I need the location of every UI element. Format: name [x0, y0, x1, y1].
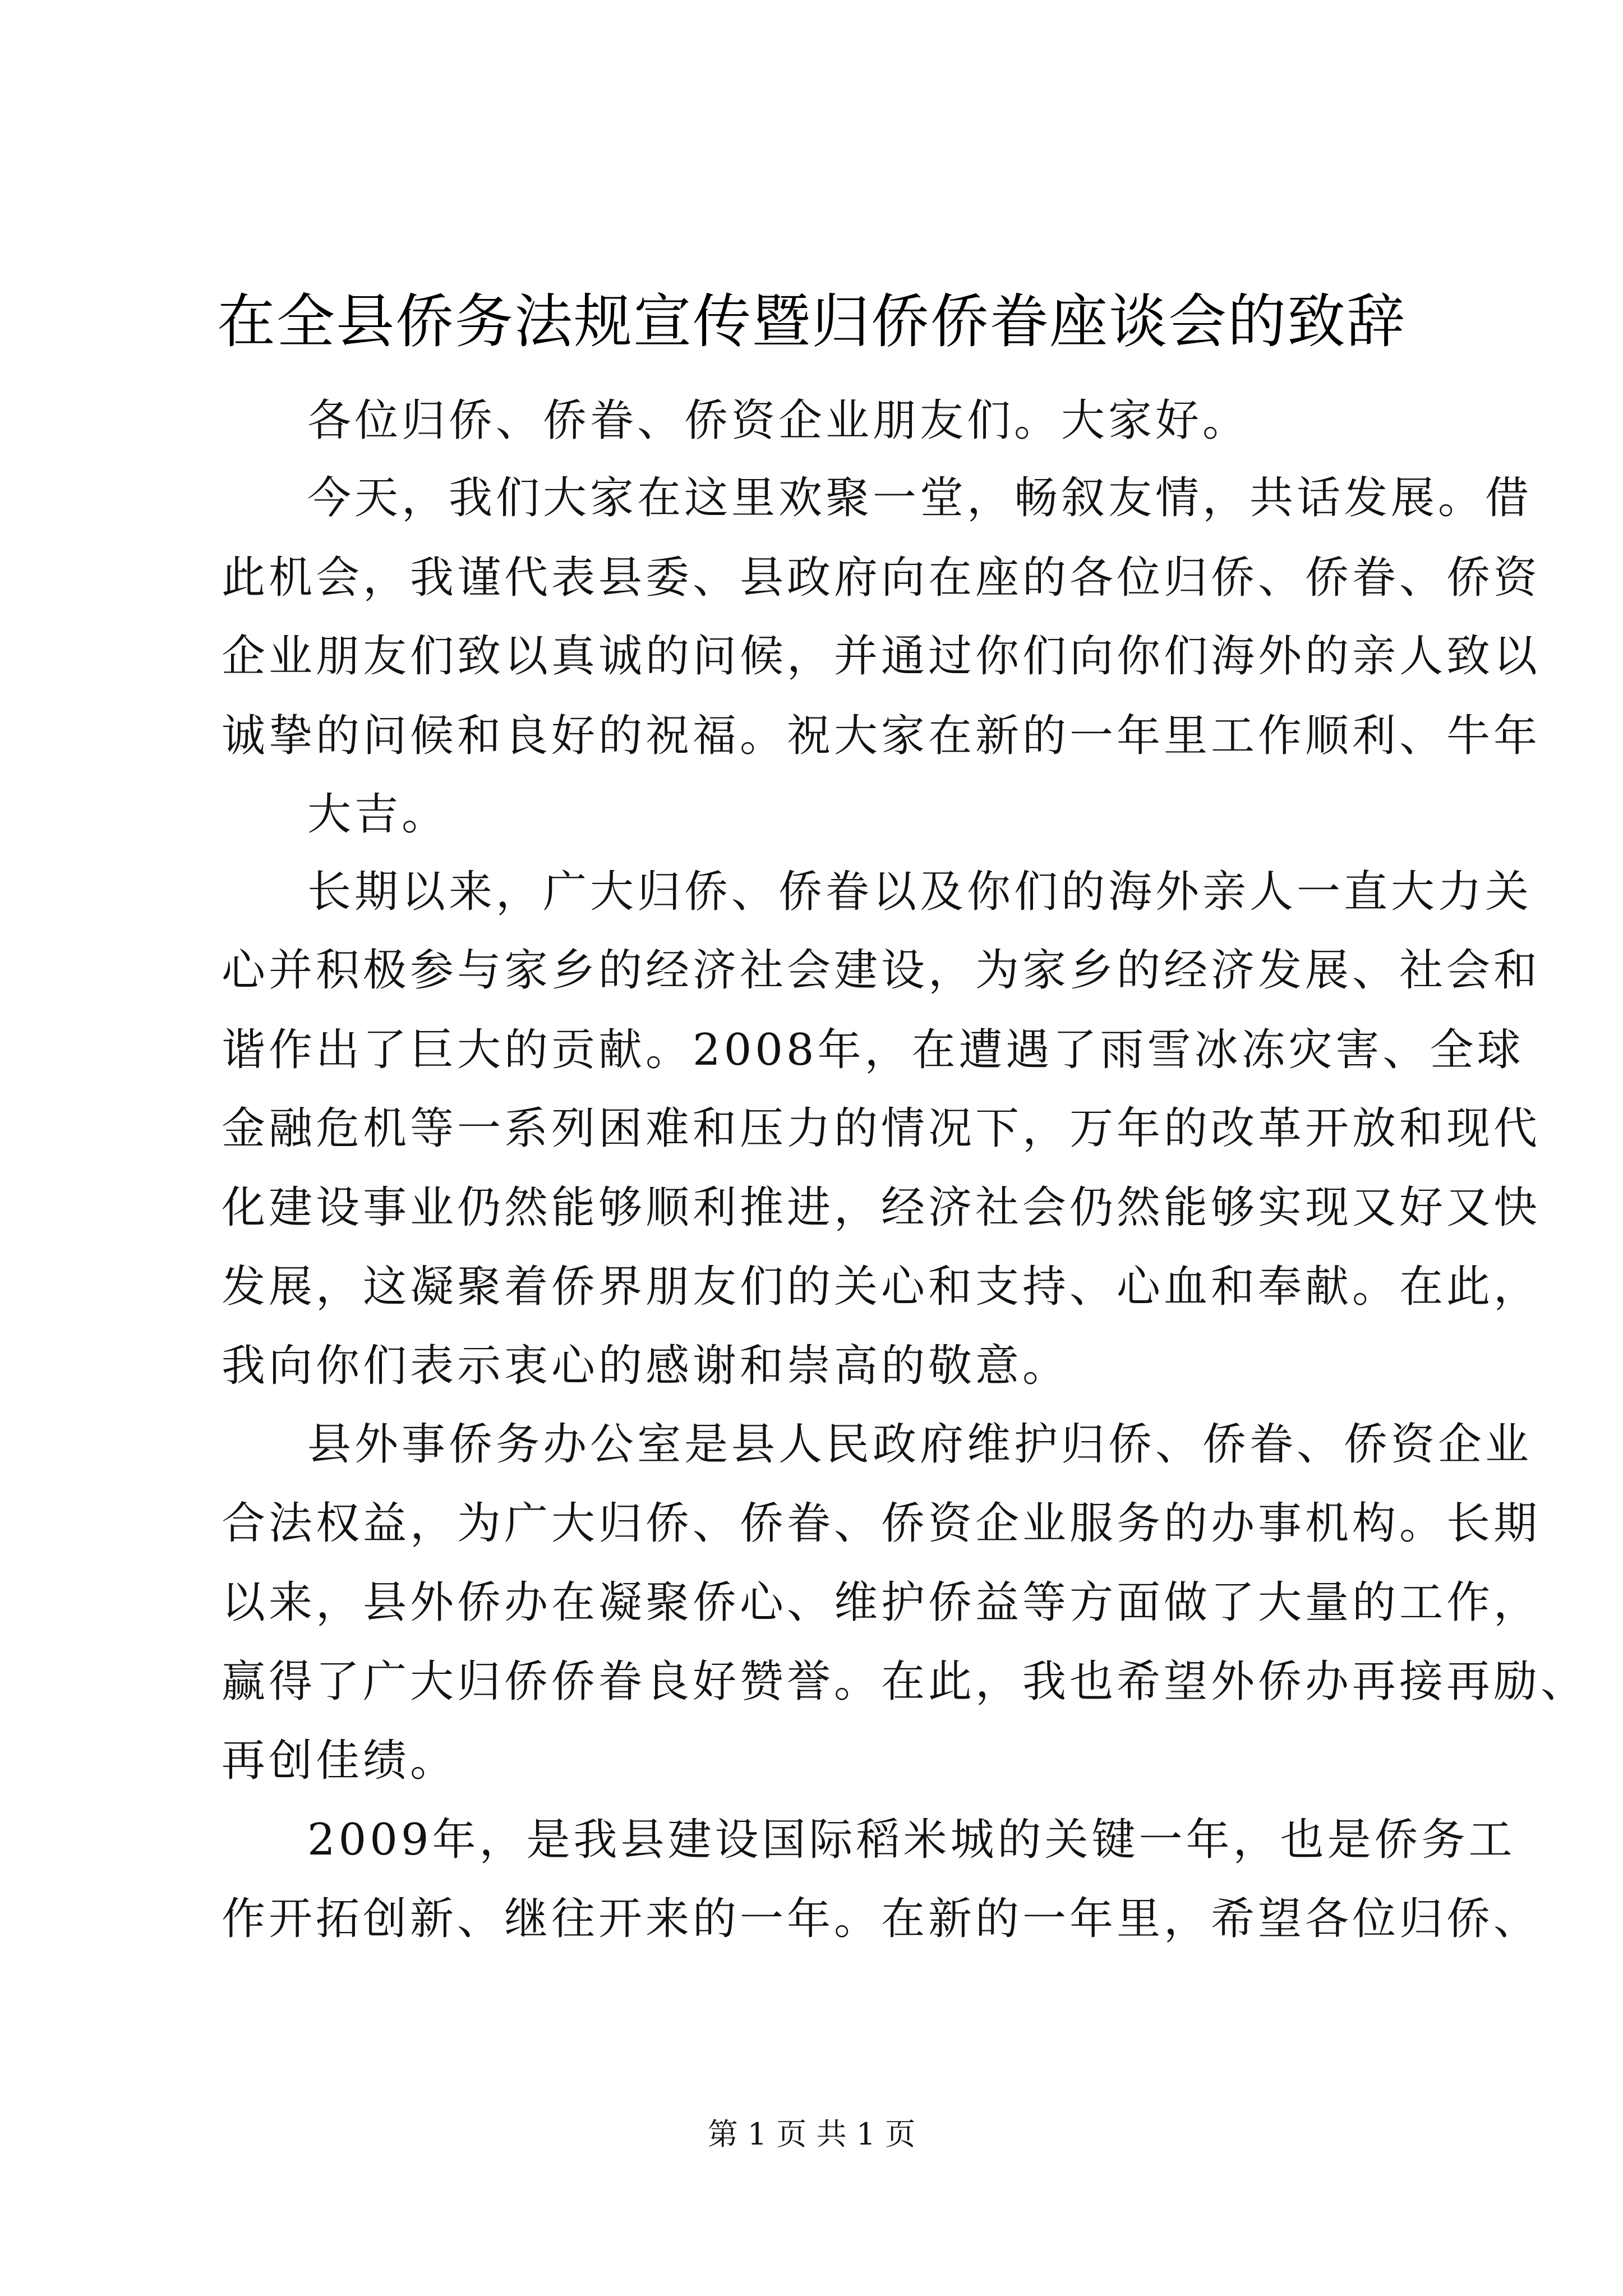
document-title: 在全县侨务法规宣传暨归侨侨眷座谈会的致辞 [216, 287, 1406, 356]
paragraph-line: 各位归侨、侨眷、侨资企业朋友们。大家好。 [307, 395, 1250, 446]
paragraph-line: 2009年，是我县建设国际稻米城的关键一年，也是侨务工 [307, 1815, 1516, 1865]
paragraph-line: 心并积极参与家乡的经济社会建设，为家乡的经济发展、社会和 [222, 945, 1541, 996]
paragraph-line: 谐作出了巨大的贡献。2008年，在遭遇了雨雪冰冻灾害、全球 [222, 1025, 1524, 1075]
paragraph-line: 诚挚的问候和良好的祝福。祝大家在新的一年里工作顺利、牛年 [222, 711, 1541, 761]
paragraph-line: 合法权益，为广大归侨、侨眷、侨资企业服务的办事机构。长期 [222, 1498, 1541, 1549]
paragraph-line: 县外事侨务办公室是县人民政府维护归侨、侨眷、侨资企业 [307, 1419, 1533, 1470]
paragraph-line: 发展，这凝聚着侨界朋友们的关心和支持、心血和奉献。在此， [222, 1262, 1541, 1312]
paragraph-line: 以来，县外侨办在凝聚侨心、维护侨益等方面做了大量的工作， [222, 1577, 1541, 1628]
paragraph-line: 作开拓创新、继往开来的一年。在新的一年里，希望各位归侨、 [222, 1894, 1541, 1944]
paragraph-line: 长期以来，广大归侨、侨眷以及你们的海外亲人一直大力关 [307, 867, 1533, 917]
paragraph-line: 大吉。 [307, 789, 449, 840]
paragraph-line: 此机会，我谨代表县委、县政府向在座的各位归侨、侨眷、侨资 [222, 553, 1541, 603]
paragraph-line: 企业朋友们致以真诚的问候，并通过你们向你们海外的亲人致以 [222, 631, 1541, 682]
page-footer: 第 1 页 共 1 页 [707, 2116, 916, 2152]
paragraph-line: 我向你们表示衷心的感谢和崇高的敬意。 [222, 1341, 1070, 1391]
paragraph-line: 化建设事业仍然能够顺利推进，经济社会仍然能够实现又好又快 [222, 1182, 1541, 1233]
paragraph-line: 今天，我们大家在这里欢聚一堂，畅叙友情，共话发展。借 [307, 473, 1533, 523]
paragraph-line: 金融危机等一系列困难和压力的情况下，万年的改革开放和现代 [222, 1103, 1541, 1154]
paragraph-line: 赢得了广大归侨侨眷良好赞誉。在此，我也希望外侨办再接再励、 [222, 1657, 1588, 1707]
paragraph-line: 再创佳绩。 [222, 1736, 458, 1786]
